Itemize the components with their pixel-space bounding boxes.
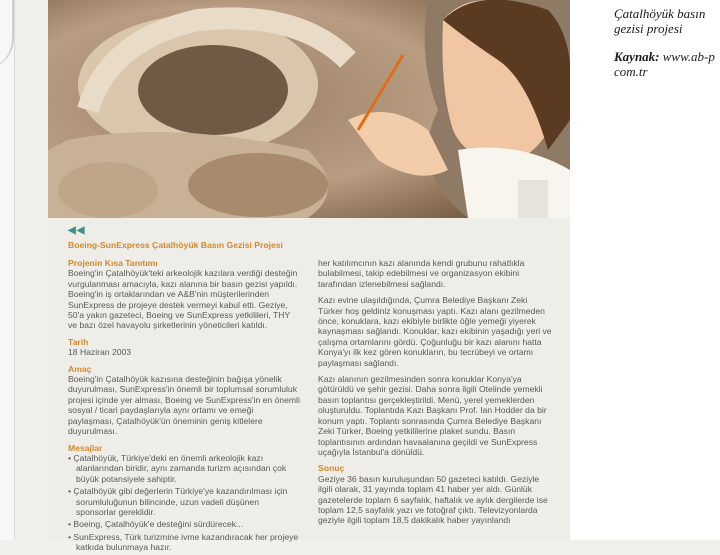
left-column <box>68 258 300 555</box>
messages-heading: Mesajlar <box>68 442 103 453</box>
message-item: • Çatalhöyük gibi değerlerin Türkiye'ye kazandırılması için sorumluluğunun bilincinde, uzun vadeli düşünen sponsorlar gereklidir. <box>68 486 288 517</box>
section-heading: Projenin Kısa Tanıtımı <box>68 258 158 268</box>
paragraph: Kazı alanının gezilmesinden sonra konuklar Konya'ya götürüldü ve şehir gezisi. Daha sonra ilgili Otelinde yemekli basın toplantısı gerçekleştirildi. Menü, yerel yemeklerden oluşturuldu. Toplantıda Kazı Başkanı Prof. Ian Hodder da bir konum yaptı. Toplantı sonrasında Çumra Belediye Başkanı Zeki Türker, Boeing yetkililerine plaket sundu. Basın toplantısının ardından havaalanına geçildi ve SunExpress uçağıyla İstanbul'a dönüldü. <box>318 374 547 457</box>
section-text: Boeing'in Çatalhöyük kazısına desteğinin bağışa yönelik duyurulması, SunExpress'in önemli bir toplumsal sorumluluk projesi içinde yer alması, Boeing ve SunExpress'in en önemli sosyal / ticari paydaşlarıyla aynı ortamı ve emeği paylaşması, Çatalhöyük'ün öneminin geniş kitlelere duyurulması. <box>68 374 300 437</box>
paragraph: her katılımcının kazı alanında kendi grubunu rahatlıkla bulabilmesi, takip edebilmesi ve organizasyon ekibini tarafından izlenebilmesi sağlandı. <box>318 258 525 289</box>
right-column <box>318 258 554 532</box>
message-item: • SunExpress, Türk turizmine ivme kazandıracak her projeye katkıda bulunmaya hazır. <box>68 531 299 553</box>
message-item: • Boeing, Çatalhöyük'e desteğini sürdürecek... <box>68 519 244 530</box>
section-heading: Tarih <box>68 336 89 347</box>
article-photo <box>48 0 570 218</box>
frame-curve <box>0 0 14 70</box>
source-url: www.ab-p <box>659 49 715 64</box>
scanned-page <box>48 0 570 553</box>
left-frame-border <box>0 0 15 540</box>
section-intro <box>68 258 300 331</box>
source-url-cont: com.tr <box>614 64 648 79</box>
result-text: Geziye 36 basın kuruluşundan 50 gazeteci katıldı. Geziyle ilgili olarak, 31 yayında toplam 41 haber yer aldı. Günlük gazetelerde toplam 6 sayfalık, haftalık ve aylık dergilerde ise toplam 12,5 sayfalık yazı ve fotoğraf çıktı. Televizyonlarda geziyle ilgili toplam 18,5 dakikalık haber yayınlandı <box>318 473 548 526</box>
section-text: 18 Haziran 2003 <box>68 347 132 358</box>
caption-title: Çatalhöyük basın gezisi projesi <box>614 6 706 36</box>
page-gap <box>570 0 612 540</box>
section-heading: Amaç <box>68 363 92 374</box>
lead-arrows: ◀◀ <box>68 225 86 236</box>
message-item: • Çatalhöyük, Türkiye'deki en önemli arkeolojik kazı alanlarından biridir, aynı zamanda turizm açısından çok büyük potansiyele sahiptir. <box>68 452 287 484</box>
section-date <box>68 337 300 358</box>
caption-source <box>614 49 715 79</box>
source-label: Kaynak: <box>614 49 660 64</box>
section-aim <box>68 364 300 437</box>
section-text: Boeing'in Çatalhöyük'teki arkeolojik kazılara verdiği desteğin vurgulanması amacıyla, kazı alanına bir basın gezisi yapıldı. Boeing'in iş ortaklarından ve A&B'nin müşterilerinden SunExpress de projeye destek vermeyi kabul etti. Geziye, 50'a yakın gazeteci, Boeing ve SunExpress yetkilileri, THY ve bazı özel havayolu şirketlerinin yöneticileri katıldı. <box>68 268 298 331</box>
caption-panel <box>612 0 720 540</box>
paragraph: Kazı evine ulaşıldığında, Çumra Belediye Başkanı Zeki Türker hoş geldiniz konuşması yaptı. Kazı alanı gezilmeden önce, konuklara, kazı ekibiyle birlikte öğle yemeği yiyerek kaynaşması sağlandı. Konuklar, kazı ekibinin yaşadığı yeri ve çalışma ortamlarını gördü. Çoğunluğu bir kazı alanını hatta Konya'yı ilk kez gören konukların, bu tecrübeyi ve ortamı paylaşması sağlandı. <box>318 295 552 368</box>
result-heading: Sonuç <box>318 463 345 474</box>
article-title: Boeing-SunExpress Çatalhöyük Basın Gezisi Projesi <box>68 240 283 250</box>
